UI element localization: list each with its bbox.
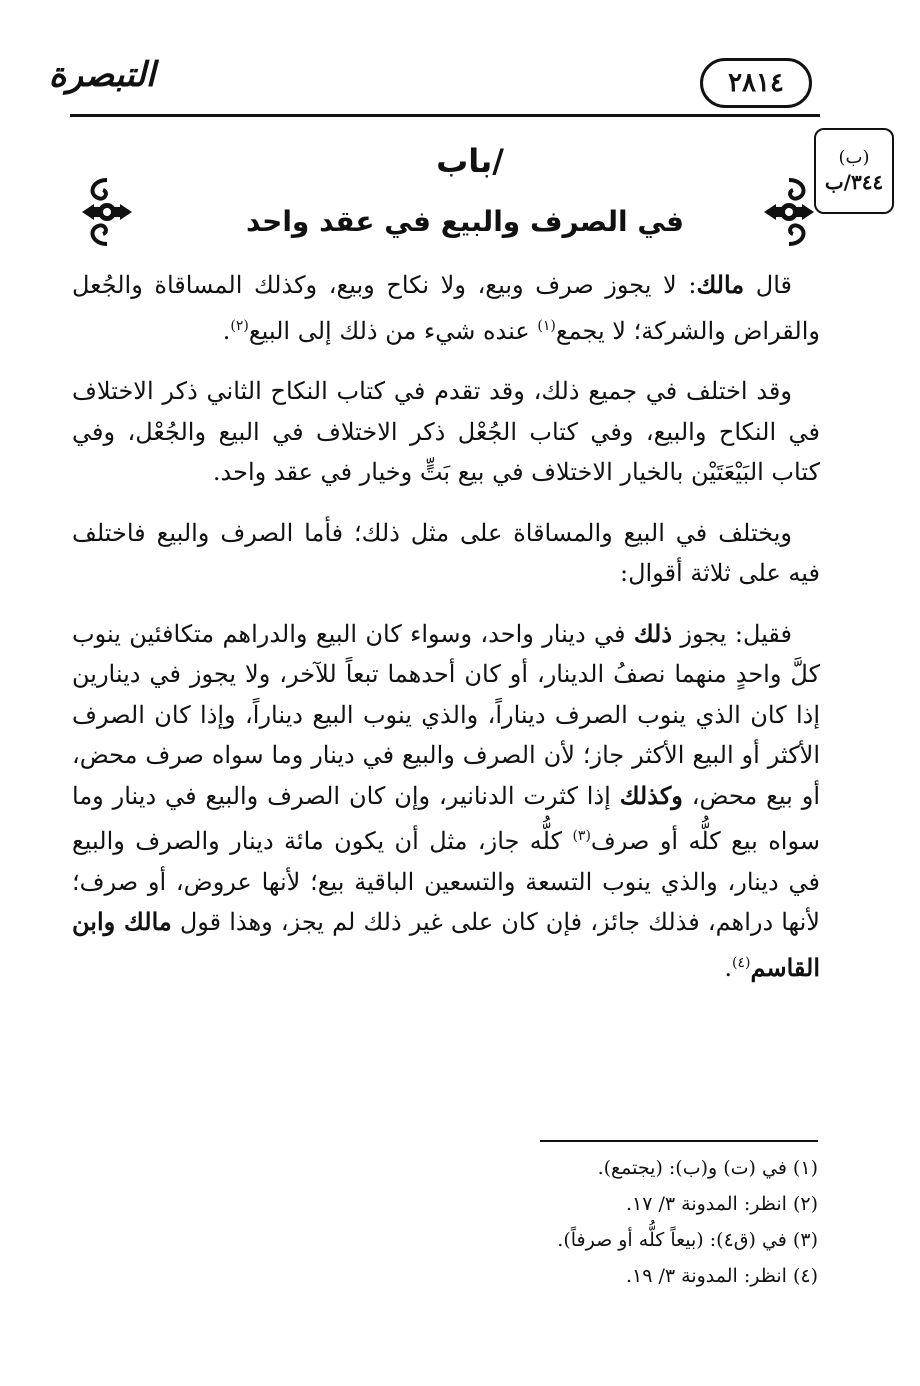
- chapter-label: /باب: [436, 142, 504, 180]
- footnotes: [360, 1150, 818, 1294]
- bold-term: مالك: [696, 270, 745, 299]
- main-body-text: [72, 265, 820, 1008]
- bold-term: وكذلك: [619, 780, 683, 810]
- footnote-marker: (١): [537, 317, 556, 334]
- margin-ref-line2: ٣٤٤/ب: [824, 169, 884, 194]
- text-segment: كلُّه جاز، مثل أن يكون مائة دينار والصرف والبيع في دينار، والذي ينوب التسعة والتسعين الباقية بيع؛ لأنها عروض، أو صرف؛ لأنها دراهم، فذلك جائز، فإن كان على غير ذلك لم يجز، وهذا قول: [72, 827, 820, 936]
- text-segment: إذا كثرت الدنانير، وإن كان الصرف والبيع في دينار وما سواه بيع كلُّه أو صرف: [72, 781, 820, 855]
- chapter-title: في الصرف والبيع في عقد واحد: [245, 205, 685, 238]
- footnote-marker: (٣): [572, 828, 591, 844]
- paragraph-1: [72, 265, 820, 351]
- text-segment: .: [724, 953, 733, 982]
- text-segment: عنده شيء من ذلك إلى البيع: [248, 316, 538, 345]
- footnote-2: (٢) انظر: المدونة ٣/ ١٧.: [625, 1193, 818, 1215]
- footnote-4: (٤) انظر: المدونة ٣/ ١٩.: [625, 1265, 818, 1287]
- text-segment: قال: [744, 271, 792, 299]
- text-segment: وقد اختلف في جميع ذلك، وقد تقدم في كتاب النكاح الثاني ذكر الاختلاف في النكاح والبيع، وفي كتاب الجُعْل ذكر الاختلاف في البيع والجُعْل، وفي كتاب البَيْعَتَيْن بالخيار الاختلاف في بيع بَتٍّ وخيار في عقد واحد.: [72, 377, 820, 486]
- footnote-marker: (٤): [732, 954, 751, 971]
- text-segment: : لا يجوز صرف وبيع، ولا نكاح وبيع، وكذلك المساقاة والجُعل والقراض والشركة؛ لا يجمع: [72, 271, 820, 345]
- ornament-right-icon: [760, 176, 818, 248]
- ornament-left-icon: [78, 176, 136, 248]
- paragraph-4: [72, 614, 820, 989]
- page-number: ٢٨١٤: [700, 58, 812, 108]
- book-title: التبصرة: [48, 55, 156, 95]
- paragraph-3: [72, 513, 820, 594]
- text-segment: فقيل: يجوز: [672, 619, 792, 648]
- bold-term: مالك وابن القاسم: [72, 907, 820, 982]
- margin-reference-box: [814, 128, 894, 214]
- footnote-1: (١) في (ت) و(ب): (يجتمع).: [597, 1157, 818, 1179]
- paragraph-2: [72, 371, 820, 493]
- text-segment: ويختلف في البيع والمساقاة على مثل ذلك؛ فأما الصرف والبيع فاختلف فيه على ثلاثة أقوال:: [72, 518, 820, 587]
- margin-ref-line1: (ب): [838, 147, 870, 169]
- footnote-3: (٣) في (ق٤): (بيعاً كلُّه أو صرفاً).: [557, 1229, 818, 1251]
- footnote-separator: [540, 1140, 818, 1142]
- footnote-marker: (٢): [230, 317, 249, 334]
- text-segment: .: [222, 316, 231, 345]
- text-segment: في دينار واحد، وسواء كان البيع والدراهم متكافئين ينوب كلَّ واحدٍ منهما نصفُ الدينار، أو كان أحدهما تبعاً للآخر، ولا يجوز في دينارين إذا كان الذي ينوب الصرف ديناراً، والذي ينوب البيع ديناراً، وإذا كان الصرف الأكثر أو البيع الأكثر جاز؛ لأن الصرف والبيع في دينار وما سواه صرف محض، أو بيع محض،: [72, 619, 820, 810]
- bold-term: ذلك: [633, 618, 673, 648]
- header-rule: [70, 114, 820, 117]
